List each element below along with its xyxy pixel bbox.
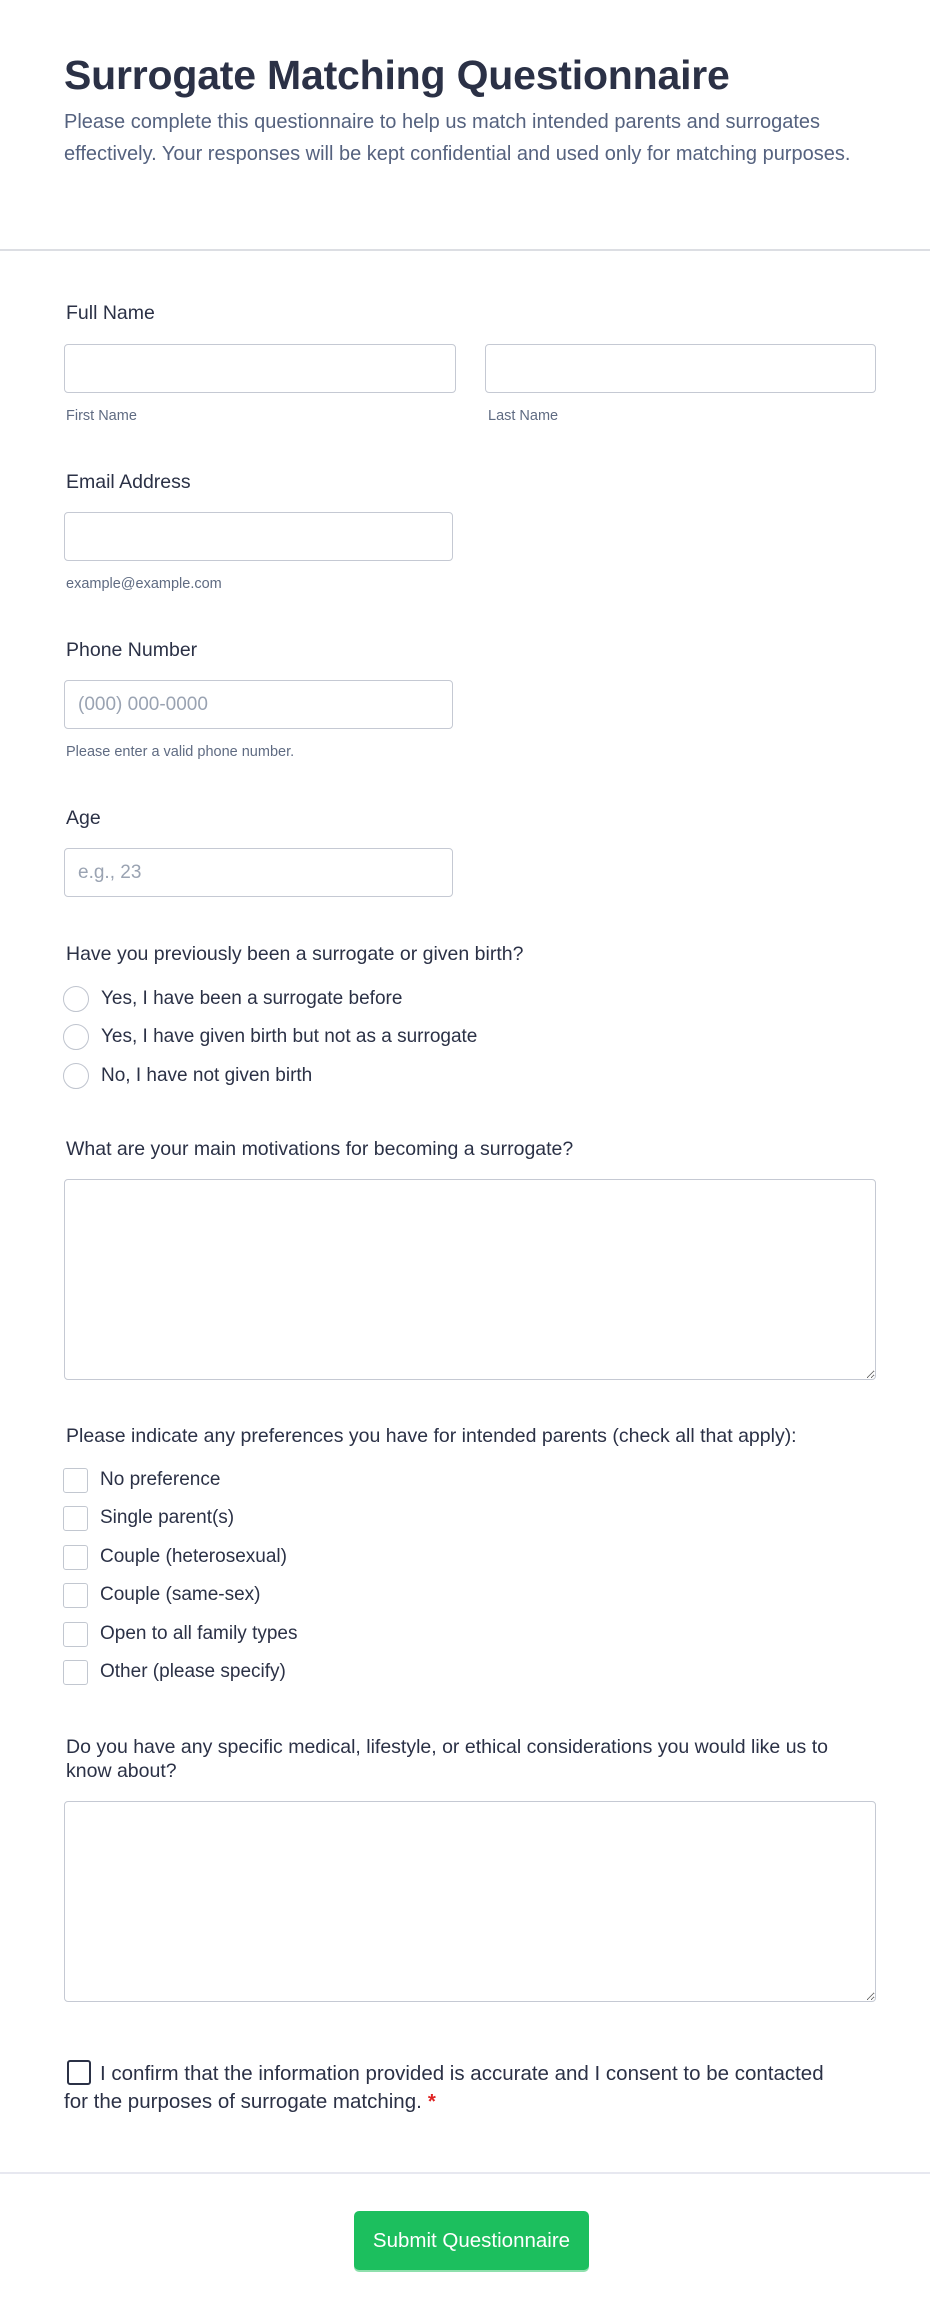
radio-label: No, I have not given birth bbox=[101, 1065, 313, 1086]
radio-option-given-birth[interactable] bbox=[63, 1023, 477, 1051]
considerations-textarea[interactable] bbox=[64, 1801, 876, 2002]
checkbox[interactable] bbox=[63, 1660, 88, 1685]
prior-birth-label: Have you previously been a surrogate or given birth? bbox=[66, 943, 524, 965]
checkbox[interactable] bbox=[63, 1545, 88, 1570]
checkbox[interactable] bbox=[63, 1622, 88, 1647]
email-label: Email Address bbox=[66, 471, 191, 493]
checkbox-option-other[interactable] bbox=[63, 1658, 286, 1686]
last-name-input[interactable] bbox=[485, 344, 876, 393]
email-input[interactable] bbox=[64, 512, 453, 561]
footer-divider bbox=[0, 2172, 930, 2174]
phone-hint: Please enter a valid phone number. bbox=[66, 744, 295, 760]
phone-label: Phone Number bbox=[66, 639, 198, 661]
motivations-textarea[interactable] bbox=[64, 1179, 876, 1380]
checkbox-label: Couple (same-sex) bbox=[100, 1584, 261, 1605]
last-name-sublabel: Last Name bbox=[488, 408, 559, 424]
required-asterisk: * bbox=[427, 2090, 436, 2113]
radio-label: Yes, I have been a surrogate before bbox=[101, 988, 403, 1009]
page-description: Please complete this questionnaire to help us match intended parents and surrogates effectively. Your responses will be kept confidential and used only for matching purposes. bbox=[64, 111, 851, 165]
radio-option-surrogate-before[interactable] bbox=[63, 985, 402, 1013]
radio-option-not-given-birth[interactable] bbox=[63, 1062, 312, 1090]
checkbox[interactable] bbox=[63, 1506, 88, 1531]
phone-input[interactable] bbox=[64, 680, 453, 729]
radio-label: Yes, I have given birth but not as a surrogate bbox=[101, 1026, 478, 1047]
radio-button[interactable] bbox=[63, 986, 89, 1012]
radio-button[interactable] bbox=[63, 1024, 89, 1050]
age-label: Age bbox=[66, 807, 101, 829]
consent-field bbox=[64, 2060, 824, 2116]
checkbox-option-no-preference[interactable] bbox=[63, 1466, 220, 1494]
checkbox-option-single-parent[interactable] bbox=[63, 1504, 234, 1532]
checkbox-option-couple-same-sex[interactable] bbox=[63, 1581, 261, 1609]
submit-button[interactable]: Submit Questionnaire bbox=[354, 2211, 589, 2270]
checkbox-label: Single parent(s) bbox=[100, 1507, 235, 1528]
age-input[interactable] bbox=[64, 848, 453, 897]
consent-checkbox[interactable] bbox=[67, 2060, 91, 2085]
checkbox-label: Other (please specify) bbox=[100, 1661, 286, 1682]
checkbox-option-couple-heterosexual[interactable] bbox=[63, 1543, 287, 1571]
first-name-input[interactable] bbox=[64, 344, 456, 393]
preferences-label: Please indicate any preferences you have for intended parents (check all that apply): bbox=[66, 1425, 797, 1447]
checkbox[interactable] bbox=[63, 1468, 88, 1493]
email-hint: example@example.com bbox=[66, 576, 222, 592]
full-name-label: Full Name bbox=[66, 302, 155, 324]
radio-button[interactable] bbox=[63, 1063, 89, 1089]
page-title: Surrogate Matching Questionnaire bbox=[64, 52, 730, 98]
considerations-label: Do you have any specific medical, lifestyle, or ethical considerations you would like us to know about? bbox=[66, 1736, 828, 1782]
first-name-sublabel: First Name bbox=[66, 408, 137, 424]
checkbox[interactable] bbox=[63, 1583, 88, 1608]
checkbox-label: No preference bbox=[100, 1469, 221, 1490]
checkbox-label: Couple (heterosexual) bbox=[100, 1546, 287, 1567]
form-header bbox=[0, 0, 930, 251]
consent-text: I confirm that the information provided is accurate and I consent to be contacted for the purposes of surrogate matching. bbox=[64, 2062, 824, 2113]
motivations-label: What are your main motivations for becoming a surrogate? bbox=[66, 1138, 574, 1160]
checkbox-label: Open to all family types bbox=[100, 1623, 298, 1644]
checkbox-option-all-family-types[interactable] bbox=[63, 1620, 297, 1648]
